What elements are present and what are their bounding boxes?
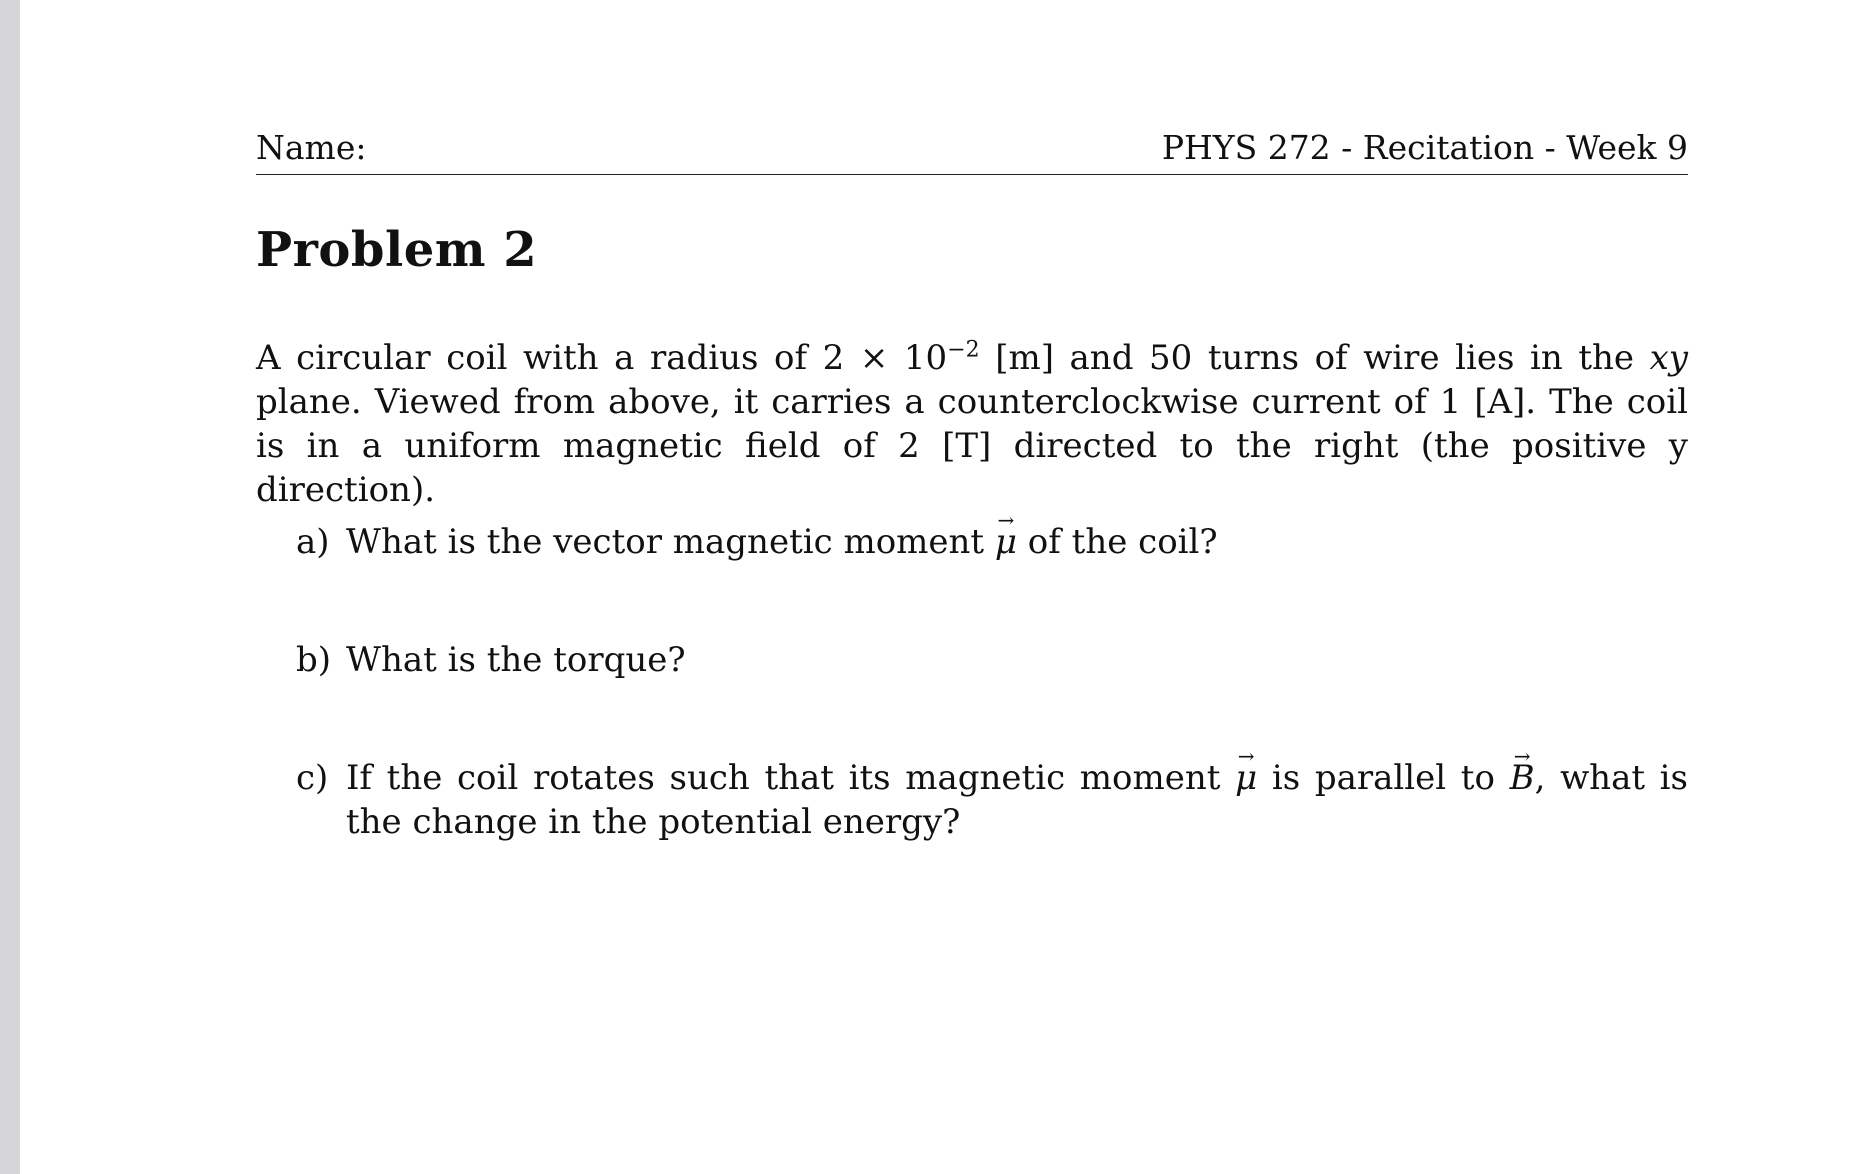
name-label: Name: — [256, 128, 367, 167]
plane-variable: xy — [1649, 338, 1688, 378]
mu-vector-symbol: → μ — [1235, 756, 1257, 800]
question-c-text-mid: is parallel to — [1257, 758, 1510, 798]
question-c — [296, 756, 1688, 844]
question-c-text-pre: If the coil rotates such that its magnetic moment — [346, 758, 1236, 798]
question-b — [296, 638, 1688, 682]
problem-text-part1: A circular coil with a radius of 2 × 10 — [256, 338, 948, 378]
question-a-text — [346, 520, 1688, 564]
question-a-text-pre: What is the vector magnetic moment — [346, 522, 995, 562]
course-title: PHYS 272 - Recitation - Week 9 — [1161, 128, 1688, 167]
question-b-label: b) — [296, 640, 332, 680]
left-scroll-edge — [0, 0, 20, 1174]
question-c-text — [346, 756, 1688, 844]
problem-text-part2: [m] and 50 turns of wire lies in the — [979, 338, 1650, 378]
question-b-text: What is the torque? — [346, 640, 686, 680]
page-header — [256, 128, 1688, 175]
question-a — [296, 520, 1688, 564]
question-a-text-post: of the coil? — [1017, 522, 1218, 562]
problem-exponent: −2 — [947, 337, 980, 363]
b-field-vector-symbol: → B — [1510, 756, 1535, 800]
problem-text-part3: plane. Viewed from above, it carries a counterclockwise current of 1 [A]. The coil is in a uniform magnetic field of 2 [T] directed to the right (the positive y direction). — [256, 382, 1688, 510]
problem-statement — [256, 336, 1688, 512]
question-a-label: a) — [296, 522, 330, 562]
problem-title: Problem 2 — [256, 222, 538, 278]
mu-vector-symbol: → μ — [995, 520, 1017, 564]
question-c-label: c) — [296, 758, 329, 798]
question-c-text-post: , what is the change in the potential energy? — [346, 758, 1688, 842]
document-page — [20, 0, 1852, 1174]
